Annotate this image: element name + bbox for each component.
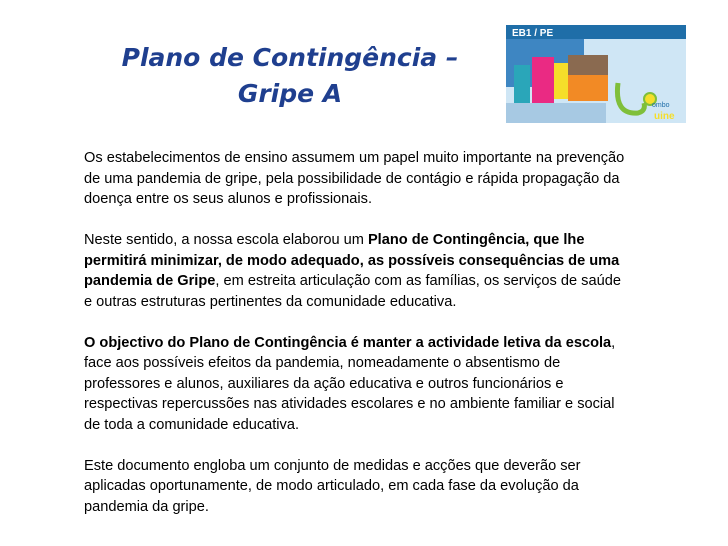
paragraph-measures: Este documento engloba um conjunto de medidas e acções que deverão ser aplicadas oportunamente, de modo articulado, em cada fase da evolução da pandemia da gripe. <box>84 457 581 515</box>
page-title <box>80 40 500 112</box>
paragraph-plan-emphasis: Plano de Contingência, que lhe permitirá minimizar, de modo adequado, as possíveis consequências de uma pandemia de Gripe <box>84 232 620 289</box>
school-logo <box>506 25 686 123</box>
document-body <box>84 148 629 538</box>
logo-label: EB1 / PE <box>512 28 554 39</box>
title-line-1: Plano de Contingência – <box>121 43 459 72</box>
paragraph-plan-end: , em estreita articulação com as famílias, os serviços de saúde e outras estruturas pertinentes da comunidade educativa. <box>84 273 621 310</box>
school-logo-graphic <box>506 25 686 123</box>
paragraph-objective-emphasis: O objectivo do Plano de Contingência é manter a actividade letiva da escola <box>84 334 612 351</box>
paragraph-objective <box>84 333 629 436</box>
paragraph-intro: Os estabelecimentos de ensino assumem um papel muito importante na prevenção de uma pandemia de gripe, pela possibilidade de contágio e rápida propagação da doença entre os seus alunos e profissionais. <box>84 150 625 207</box>
logo-brand-prefix: ombo <box>652 102 670 109</box>
paragraph-objective-rest: , face aos possíveis efeitos da pandemia, nomeadamente o absentismo de professores e alunos, auxiliares da ação educativa e outros funcionários e respectivas repercussões nas atividades escolares e no ambiente familiar e social de toda a comunidade educativa. <box>84 334 616 433</box>
title-line-2: Gripe A <box>237 79 343 108</box>
paragraph-plan-start: Neste sentido, a nossa escola elaborou um <box>84 232 368 248</box>
logo-brand-suffix: uine <box>654 111 675 122</box>
paragraph-plan <box>84 230 629 312</box>
